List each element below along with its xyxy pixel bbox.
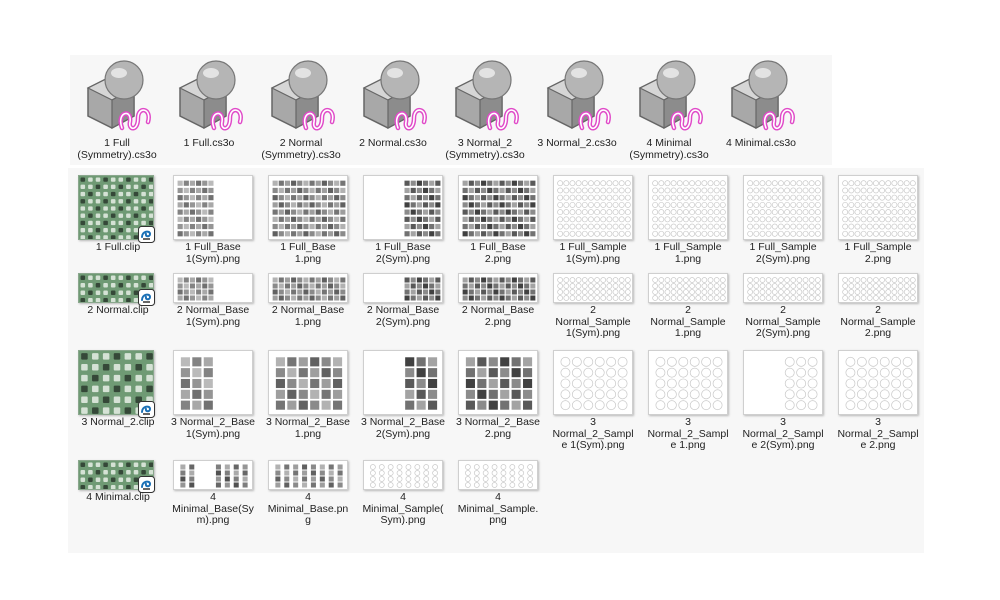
file-name-label: 1 Full (Symmetry).cs3o xyxy=(77,137,157,161)
file-item-clip[interactable] xyxy=(72,175,164,285)
file-item-cs3o[interactable] xyxy=(348,58,438,163)
png-thumbnail xyxy=(838,350,918,415)
3d-object-file-icon xyxy=(450,58,520,134)
file-name-label: 2 Normal.cs3o xyxy=(359,137,427,149)
file-name-label: 1 Full_Base 1.png xyxy=(280,241,336,265)
file-item-clip[interactable] xyxy=(72,460,164,570)
file-item-png[interactable] xyxy=(262,350,354,460)
file-item-cs3o[interactable] xyxy=(164,58,254,163)
file-name-label: 3 Normal_2_Base 1(Sym).png xyxy=(170,416,256,440)
file-item-png[interactable] xyxy=(357,175,449,285)
file-name-label: 3 Normal_2 (Symmetry).cs3o xyxy=(445,137,525,161)
file-name-label: 2 Normal_Base 1.png xyxy=(271,304,345,328)
file-name-label: 4 Minimal.cs3o xyxy=(725,137,797,149)
file-name-label: 2 Normal (Symmetry).cs3o xyxy=(261,137,341,161)
png-thumbnail xyxy=(363,350,443,415)
png-thumbnail xyxy=(268,175,348,240)
file-item-png[interactable] xyxy=(642,175,734,285)
file-name-label: 1 Full_Sample 1.png xyxy=(654,241,722,265)
3d-object-file-icon xyxy=(358,58,428,134)
file-name-label: 2 Normal_Base 1(Sym).png xyxy=(176,304,250,328)
file-name-label: 2 Normal_Sample 1.png xyxy=(650,304,726,339)
file-item-png[interactable] xyxy=(642,350,734,460)
file-name-label: 1 Full_Sample 1(Sym).png xyxy=(559,241,627,265)
file-item-clip[interactable] xyxy=(72,350,164,460)
file-item-png[interactable] xyxy=(167,460,259,570)
png-thumbnail xyxy=(268,350,348,415)
file-name-label: 4 Minimal.clip xyxy=(86,491,150,503)
png-thumbnail xyxy=(363,273,443,303)
file-name-label: 2 Normal_Sample 2.png xyxy=(840,304,916,339)
png-thumbnail xyxy=(363,175,443,240)
3d-object-file-icon xyxy=(82,58,152,134)
png-thumbnail xyxy=(553,273,633,303)
png-thumbnail xyxy=(743,350,823,415)
png-thumbnail xyxy=(838,175,918,240)
png-thumbnail xyxy=(458,175,538,240)
png-thumbnail xyxy=(363,460,443,490)
png-thumbnail xyxy=(743,175,823,240)
file-item-png[interactable] xyxy=(452,460,544,570)
file-name-label: 3 Normal_2.clip xyxy=(81,416,155,428)
file-name-label: 2 Normal.clip xyxy=(87,304,149,316)
png-thumbnail xyxy=(458,350,538,415)
file-name-label: 2 Normal_Base 2(Sym).png xyxy=(366,304,440,328)
png-thumbnail xyxy=(268,273,348,303)
file-name-label: 2 Normal_Base 2.png xyxy=(461,304,535,328)
file-name-label: 3 Normal_2_Sampl e 2(Sym).png xyxy=(742,416,824,451)
file-name-label: 3 Normal_2_Sampl e 1(Sym).png xyxy=(552,416,634,451)
file-name-label: 3 Normal_2_Sampl e 1.png xyxy=(647,416,729,451)
png-thumbnail xyxy=(173,460,253,490)
file-item-png[interactable] xyxy=(452,175,544,285)
png-thumbnail xyxy=(648,273,728,303)
file-item-png[interactable] xyxy=(832,175,924,285)
png-thumbnail xyxy=(743,273,823,303)
file-name-label: 1 Full_Base 2(Sym).png xyxy=(375,241,431,265)
file-name-label: 1 Full_Base 1(Sym).png xyxy=(185,241,241,265)
file-name-label: 3 Normal_2_Sampl e 2.png xyxy=(837,416,919,451)
file-item-cs3o[interactable] xyxy=(532,58,622,163)
png-thumbnail xyxy=(458,460,538,490)
file-item-png[interactable] xyxy=(167,175,259,285)
file-item-cs3o[interactable] xyxy=(256,58,346,163)
png-thumbnail xyxy=(458,273,538,303)
file-item-png[interactable] xyxy=(737,350,829,460)
file-item-png[interactable] xyxy=(737,175,829,285)
png-thumbnail xyxy=(553,175,633,240)
png-thumbnail xyxy=(173,175,253,240)
png-thumbnail xyxy=(648,175,728,240)
3d-object-file-icon xyxy=(266,58,336,134)
file-item-png[interactable] xyxy=(832,350,924,460)
file-item-png[interactable] xyxy=(262,175,354,285)
file-item-png[interactable] xyxy=(547,350,639,460)
file-item-cs3o[interactable] xyxy=(624,58,714,163)
file-name-label: 4 Minimal_Base.pn g xyxy=(267,491,349,526)
file-name-label: 1 Full.clip xyxy=(95,241,141,253)
file-item-png[interactable] xyxy=(357,350,449,460)
file-name-label: 3 Normal_2_Base 2.png xyxy=(455,416,541,440)
png-thumbnail xyxy=(648,350,728,415)
png-thumbnail xyxy=(173,273,253,303)
png-thumbnail xyxy=(553,350,633,415)
file-name-label: 3 Normal_2_Base 1.png xyxy=(265,416,351,440)
file-item-png[interactable] xyxy=(262,460,354,570)
file-name-label: 3 Normal_2.cs3o xyxy=(537,137,617,149)
png-thumbnail xyxy=(268,460,348,490)
file-item-png[interactable] xyxy=(452,350,544,460)
png-thumbnail xyxy=(838,273,918,303)
file-name-label: 3 Normal_2_Base 2(Sym).png xyxy=(360,416,446,440)
file-name-label: 1 Full.cs3o xyxy=(183,137,235,149)
file-name-label: 2 Normal_Sample 2(Sym).png xyxy=(745,304,821,339)
png-thumbnail xyxy=(173,350,253,415)
file-name-label: 1 Full_Sample 2.png xyxy=(844,241,912,265)
file-item-cs3o[interactable] xyxy=(716,58,806,163)
file-name-label: 1 Full_Base 2.png xyxy=(470,241,526,265)
file-name-label: 4 Minimal_Sample. png xyxy=(457,491,539,526)
clip-studio-badge-icon xyxy=(138,226,155,243)
3d-object-file-icon xyxy=(174,58,244,134)
file-item-cs3o[interactable] xyxy=(440,58,530,163)
file-name-label: 4 Minimal_Sample( Sym).png xyxy=(362,491,444,526)
3d-object-file-icon xyxy=(634,58,704,134)
file-item-png[interactable] xyxy=(547,175,639,285)
file-name-label: 1 Full_Sample 2(Sym).png xyxy=(749,241,817,265)
3d-object-file-icon xyxy=(726,58,796,134)
3d-object-file-icon xyxy=(542,58,612,134)
file-name-label: 4 Minimal_Base(Sy m).png xyxy=(172,491,254,526)
file-item-cs3o[interactable] xyxy=(72,58,162,163)
file-name-label: 2 Normal_Sample 1(Sym).png xyxy=(555,304,631,339)
file-item-png[interactable] xyxy=(167,350,259,460)
file-name-label: 4 Minimal (Symmetry).cs3o xyxy=(629,137,709,161)
file-item-png[interactable] xyxy=(357,460,449,570)
